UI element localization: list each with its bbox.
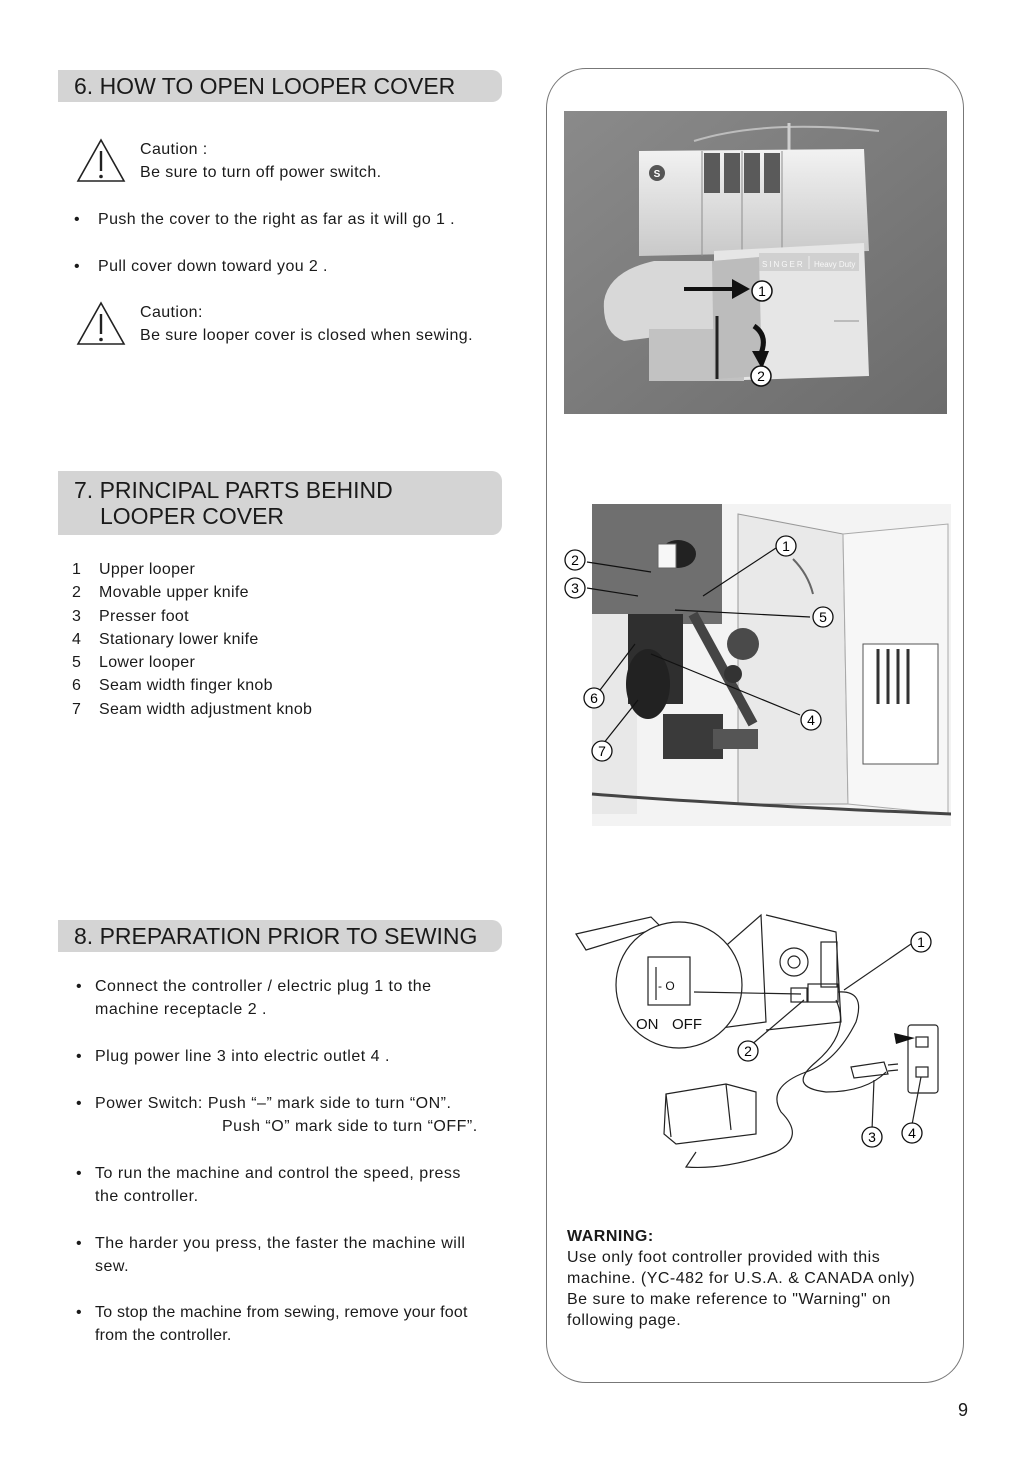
part-name: Seam width adjustment knob bbox=[99, 700, 313, 718]
bullet-text: Push the cover to the right as far as it will go 1 . bbox=[98, 211, 455, 228]
prep-item-harder bbox=[76, 1232, 508, 1278]
bullet-dot: • bbox=[74, 258, 81, 275]
prep-line: The harder you press, the faster the machine will bbox=[95, 1235, 466, 1252]
warning-line: Be sure to make reference to "Warning" on bbox=[567, 1291, 891, 1308]
list-item bbox=[72, 581, 312, 604]
prep-line: Plug power line 3 into electric outlet 4 . bbox=[95, 1048, 390, 1065]
warning-triangle-icon bbox=[76, 301, 126, 347]
prep-line: sew. bbox=[95, 1258, 130, 1275]
switch-marks: - O bbox=[658, 979, 675, 993]
parts-list bbox=[72, 558, 312, 721]
bullet-dot: • bbox=[76, 1048, 83, 1065]
bullet-dot: • bbox=[76, 978, 83, 995]
warning-line: Use only foot controller provided with this bbox=[567, 1249, 881, 1266]
bullet-dot: • bbox=[74, 211, 81, 228]
callout-3: 3 bbox=[868, 1129, 876, 1145]
prep-item-speed bbox=[76, 1162, 508, 1208]
warning-box bbox=[567, 1226, 942, 1331]
section-6-heading bbox=[58, 70, 502, 102]
callout-1: 1 bbox=[782, 538, 790, 554]
callout-1: 1 bbox=[758, 283, 766, 299]
callout-3: 3 bbox=[571, 580, 579, 596]
section-7-heading bbox=[58, 471, 502, 535]
power-connection-diagram bbox=[566, 912, 946, 1180]
prep-line: To stop the machine from sewing, remove your foot bbox=[95, 1304, 468, 1321]
section-7-heading-line1: 7. PRINCIPAL PARTS BEHIND bbox=[74, 477, 393, 503]
part-number: 2 bbox=[72, 584, 82, 602]
caution-text: Be sure to turn off power switch. bbox=[140, 164, 382, 181]
section-7-heading-line2: LOOPER COVER bbox=[100, 503, 285, 529]
part-name: Seam width finger knob bbox=[99, 677, 273, 695]
part-name: Presser foot bbox=[99, 607, 189, 625]
part-number: 1 bbox=[72, 561, 82, 578]
list-item bbox=[72, 628, 312, 651]
part-number: 5 bbox=[72, 654, 82, 672]
section-8-heading bbox=[58, 920, 502, 952]
badge-text: S bbox=[653, 169, 661, 180]
prep-item-stop bbox=[76, 1301, 508, 1347]
list-item bbox=[72, 674, 312, 697]
list-item bbox=[72, 651, 312, 674]
list-item bbox=[72, 605, 312, 628]
section-6-heading-text: 6. HOW TO OPEN LOOPER COVER bbox=[74, 73, 456, 99]
warning-triangle-icon bbox=[76, 138, 126, 184]
callout-7: 7 bbox=[598, 743, 606, 759]
prep-line: machine receptacle 2 . bbox=[95, 1001, 267, 1018]
prep-line: Push “O” mark side to turn “OFF”. bbox=[222, 1118, 478, 1135]
bullet-dot: • bbox=[76, 1304, 83, 1321]
callout-4: 4 bbox=[807, 712, 815, 728]
prep-line: Power Switch: Push “–” mark side to turn “ON”. bbox=[95, 1095, 452, 1112]
part-number: 3 bbox=[72, 607, 82, 625]
bullet-dot: • bbox=[76, 1235, 83, 1252]
prep-line: To run the machine and control the speed, press bbox=[95, 1165, 461, 1182]
warning-line: machine. (YC-482 for U.S.A. & CANADA only) bbox=[567, 1270, 916, 1287]
prep-line: from the controller. bbox=[95, 1327, 232, 1344]
prep-item-connect bbox=[76, 975, 508, 1021]
part-number: 6 bbox=[72, 677, 82, 695]
prep-line: the controller. bbox=[95, 1188, 199, 1205]
section-8-heading-text: 8. PREPARATION PRIOR TO SEWING bbox=[74, 923, 478, 949]
caution-label: Caution : bbox=[140, 141, 208, 158]
warning-line: following page. bbox=[567, 1312, 682, 1329]
part-name: Upper looper bbox=[99, 561, 196, 578]
prep-item-power-switch bbox=[76, 1092, 508, 1138]
bullet-dot: • bbox=[76, 1165, 83, 1182]
part-number: 4 bbox=[72, 630, 82, 648]
bullet-dot: • bbox=[76, 1095, 83, 1112]
part-number: 7 bbox=[72, 700, 82, 718]
switch-off-label: OFF bbox=[672, 1016, 702, 1033]
switch-on-label: ON bbox=[636, 1016, 659, 1033]
caution-cover-closed bbox=[76, 301, 516, 353]
callout-5: 5 bbox=[819, 609, 827, 625]
warning-title: WARNING: bbox=[567, 1228, 654, 1245]
prep-item-plug bbox=[76, 1045, 508, 1068]
looper-parts-photo bbox=[563, 504, 951, 826]
caution-power-off bbox=[76, 138, 516, 190]
caution-label: Caution: bbox=[140, 304, 203, 321]
callout-1: 1 bbox=[917, 934, 925, 950]
brand-text: SINGER bbox=[762, 260, 805, 269]
part-name: Lower looper bbox=[99, 654, 196, 672]
part-name: Stationary lower knife bbox=[99, 630, 259, 648]
callout-2: 2 bbox=[571, 552, 579, 568]
callout-6: 6 bbox=[590, 690, 598, 706]
list-item bbox=[72, 558, 312, 581]
caution-text: Be sure looper cover is closed when sewing. bbox=[140, 327, 473, 344]
callout-4: 4 bbox=[908, 1125, 916, 1141]
serger-photo bbox=[564, 111, 947, 414]
bullet-text: Pull cover down toward you 2 . bbox=[98, 258, 328, 275]
prep-line: Connect the controller / electric plug 1 to the bbox=[95, 978, 432, 995]
page-number: 9 bbox=[958, 1400, 969, 1420]
list-item bbox=[72, 698, 312, 721]
callout-2: 2 bbox=[744, 1043, 752, 1059]
model-text: Heavy Duty bbox=[814, 260, 856, 269]
callout-2: 2 bbox=[757, 368, 765, 384]
part-name: Movable upper knife bbox=[99, 584, 249, 602]
